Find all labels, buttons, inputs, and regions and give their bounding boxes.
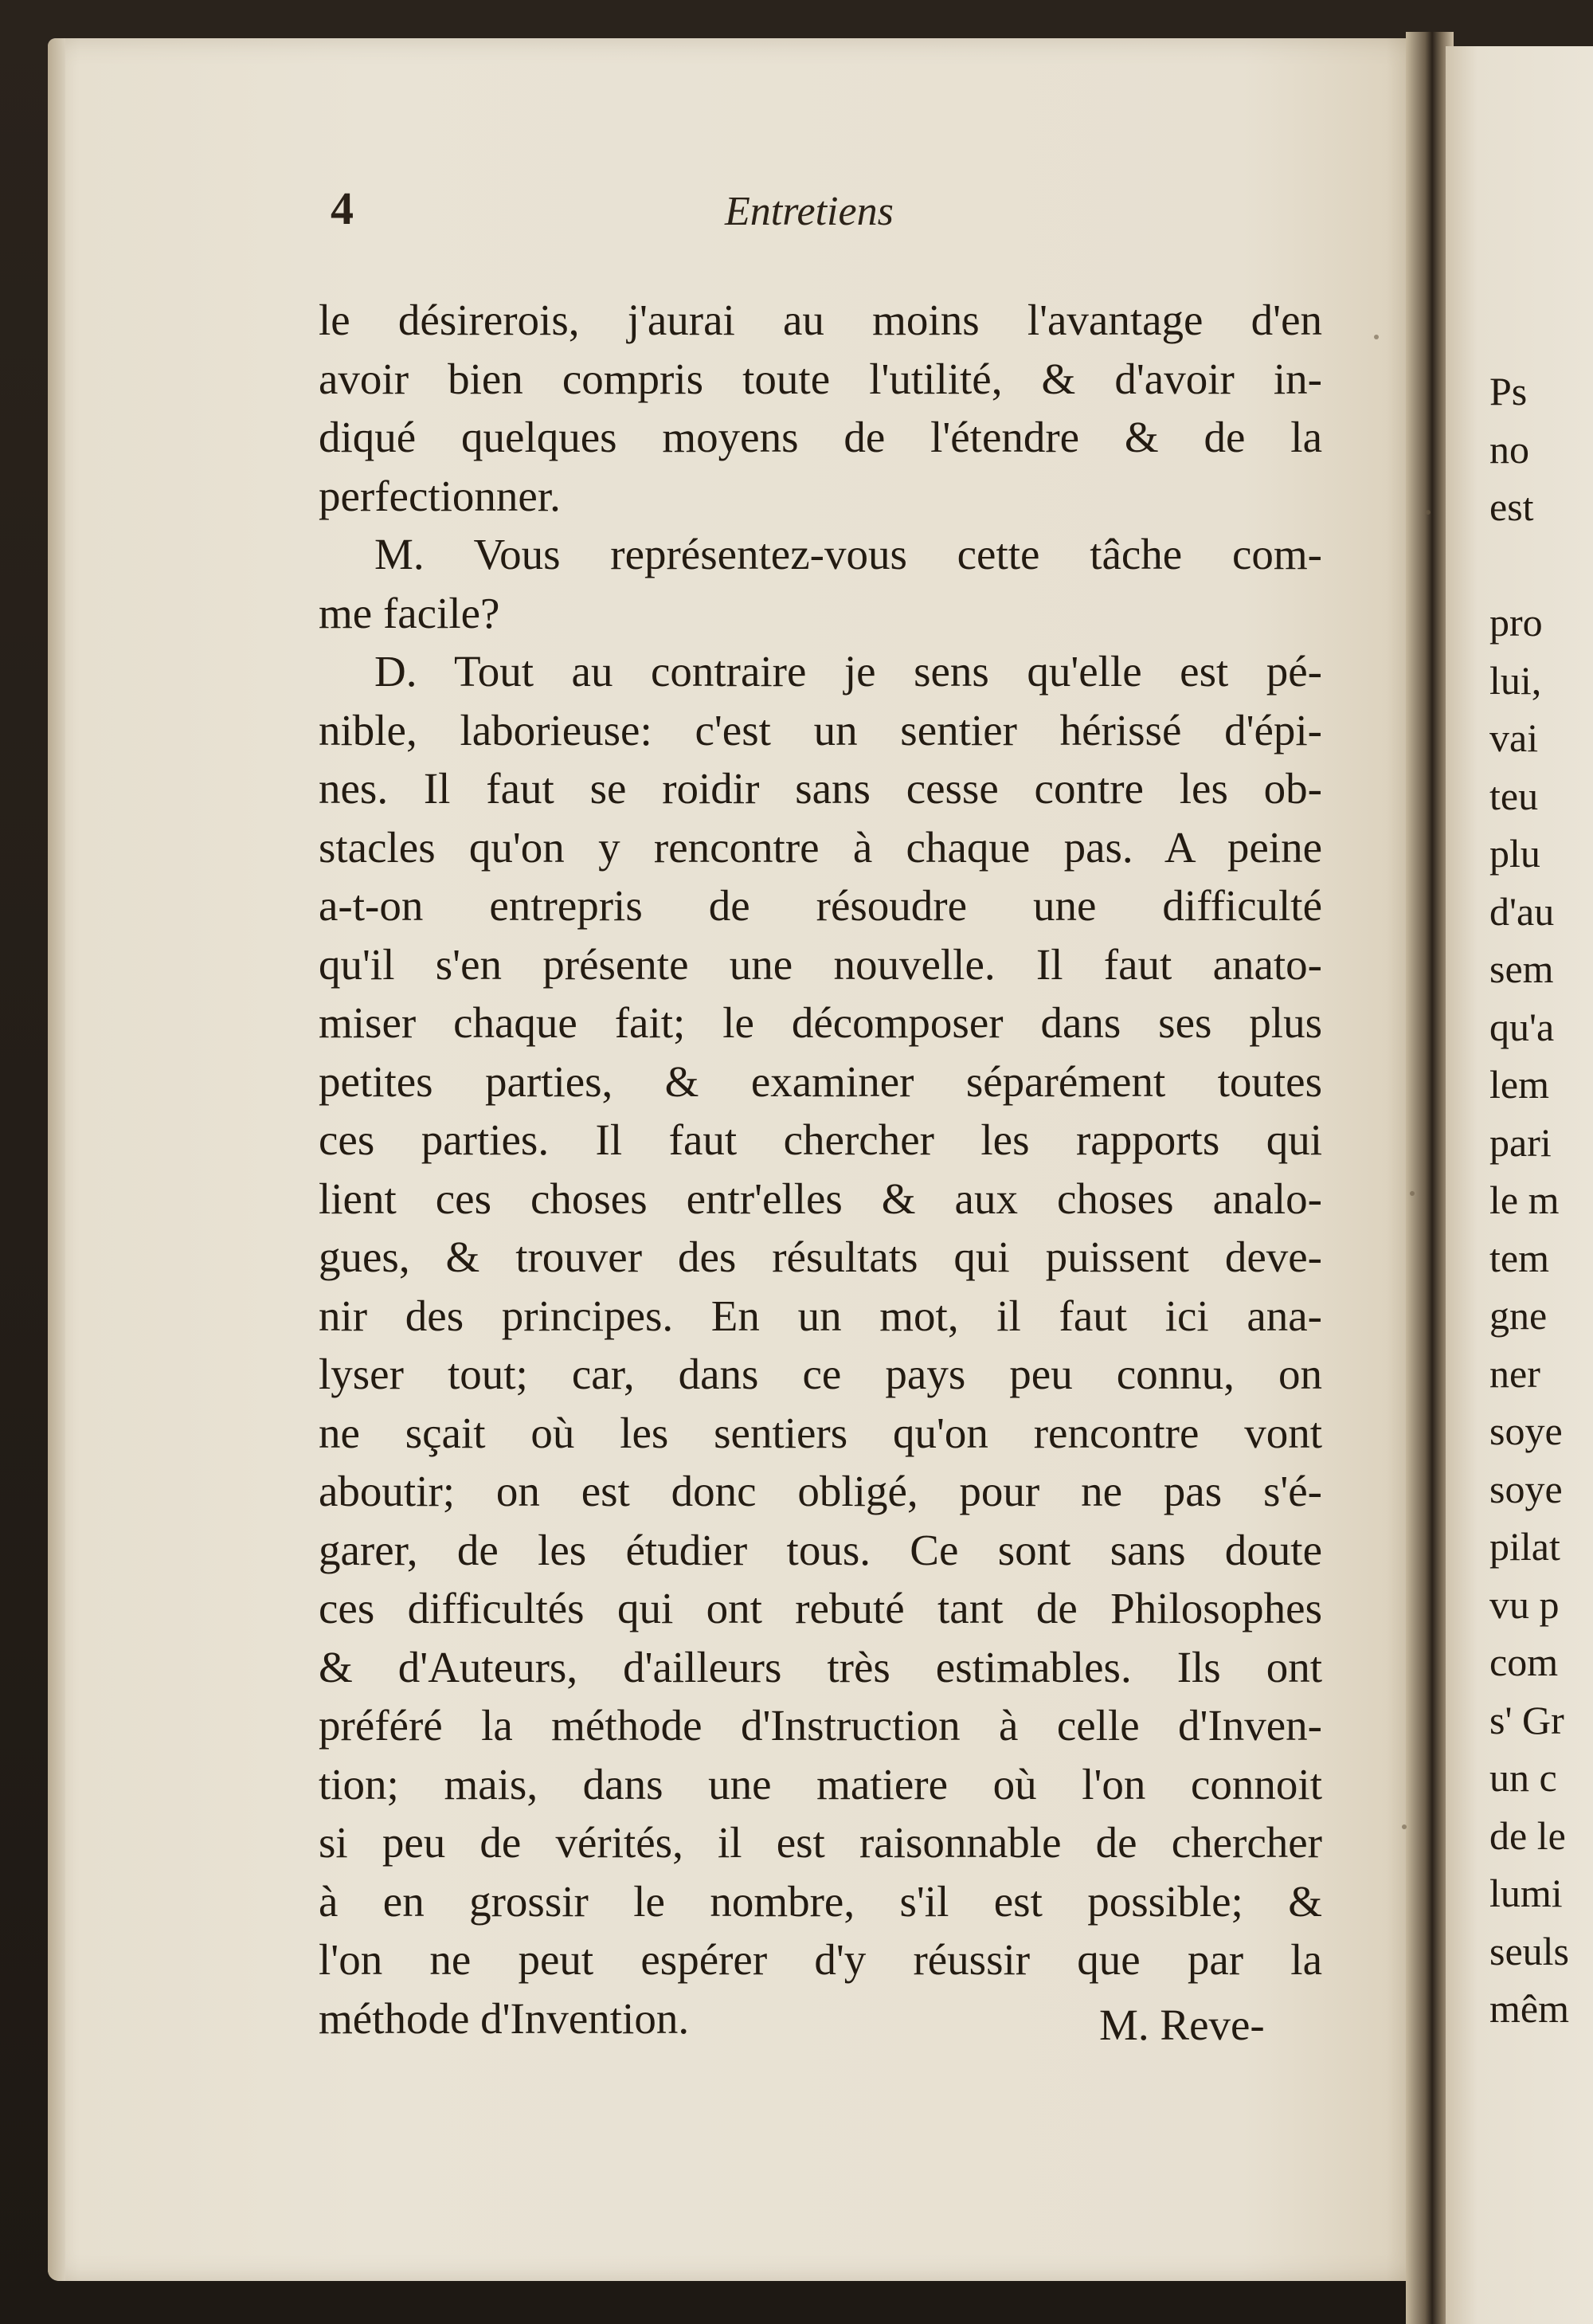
- fragment-line: com: [1489, 1640, 1559, 1684]
- fragment-line: mêm: [1489, 1986, 1569, 2031]
- text-line: me facile?: [319, 588, 500, 637]
- text-line: si peu de vérités, il est raisonnable de chercher: [319, 1818, 1322, 1867]
- next-page-fragments: [1489, 363, 1593, 2038]
- text-line: gues, & trouver des résultats qui puissent deve-: [319, 1233, 1322, 1281]
- paper-speck: [1374, 335, 1379, 339]
- fragment-line: pro: [1489, 600, 1543, 645]
- fragment-line: sem: [1489, 946, 1554, 991]
- text-line: nible, laborieuse: c'est un sentier hérissé d'épi-: [319, 705, 1322, 754]
- text-line: préféré la méthode d'Instruction à celle d'Inven-: [319, 1701, 1322, 1750]
- page-number: 4: [331, 182, 354, 234]
- text-line: stacles qu'on y rencontre à chaque pas. A peine: [319, 822, 1322, 872]
- text-line: nes. Il faut se roidir sans cesse contre les ob-: [319, 764, 1322, 813]
- text-line: le désirerois, j'aurai au moins l'avantage d'en: [319, 296, 1322, 344]
- fragment-line: lumi: [1489, 1871, 1563, 1915]
- fragment-line: gne: [1489, 1293, 1548, 1338]
- text-line: lient ces choses entr'elles & aux choses analo-: [319, 1174, 1322, 1223]
- text-line: ces difficultés qui ont rebuté tant de Philosophes: [319, 1584, 1322, 1632]
- fragment-line: plu: [1489, 831, 1540, 876]
- fragment-line: tem: [1489, 1235, 1549, 1280]
- fragment-line: d'au: [1489, 888, 1555, 934]
- text-line: l'on ne peut espérer d'y réussir que par la: [319, 1935, 1322, 1984]
- paper-speck: [1402, 1824, 1407, 1829]
- text-line: tion; mais, dans une matiere où l'on connoit: [319, 1759, 1322, 1809]
- fragment-line: lui,: [1489, 657, 1542, 703]
- fragment-line: Ps: [1489, 369, 1528, 413]
- body-text: [319, 291, 1322, 2048]
- left-page-edge: [48, 38, 65, 2281]
- catchword: M. Reve-: [1099, 2001, 1265, 2049]
- fragment-line: seuls: [1489, 1928, 1569, 1973]
- text-line: a-t-on entrepris de résoudre une difficulté: [319, 881, 1322, 930]
- fragment-line: lem: [1489, 1062, 1549, 1107]
- text-line: M. Vous représentez-vous cette tâche com-: [374, 530, 1322, 578]
- fragment-line: s' Gr: [1489, 1697, 1564, 1742]
- text-line: lyser tout; car, dans ce pays peu connu, on: [319, 1350, 1322, 1398]
- fragment-line: un c: [1489, 1755, 1557, 1800]
- text-line: avoir bien compris toute l'utilité, & d'avoir in-: [319, 354, 1322, 403]
- fragment-line: ner: [1489, 1350, 1540, 1396]
- text-line: ne sçait où les sentiers qu'on rencontre vont: [319, 1408, 1322, 1457]
- text-line: miser chaque fait; le décomposer dans ses plus: [319, 998, 1322, 1047]
- text-line: petites parties, & examiner séparément toutes: [319, 1056, 1322, 1106]
- text-line: perfectionner.: [319, 471, 561, 520]
- fragment-line: est: [1489, 484, 1534, 529]
- fragment-line: le m: [1489, 1178, 1560, 1222]
- text-line: D. Tout au contraire je sens qu'elle est pé-: [374, 647, 1322, 696]
- text-line: & d'Auteurs, d'ailleurs très estimables. Ils ont: [319, 1642, 1322, 1691]
- text-line: méthode d'Invention.: [319, 1993, 690, 2043]
- text-line: aboutir; on est donc obligé, pour ne pas s'é-: [319, 1467, 1322, 1515]
- running-head: [315, 182, 1318, 237]
- fragment-line: teu: [1489, 773, 1539, 818]
- fragment-line: soye: [1489, 1466, 1563, 1511]
- text-line: nir des principes. En un mot, il faut ici ana-: [319, 1291, 1322, 1340]
- fragment-line: pilat: [1489, 1524, 1560, 1569]
- text-line: ces parties. Il faut chercher les rapports qui: [319, 1115, 1322, 1164]
- fragment-line: vai: [1489, 715, 1539, 760]
- fragment-line: [1489, 536, 1593, 594]
- fragment-line: qu'a: [1489, 1004, 1555, 1049]
- fragment-line: soye: [1489, 1409, 1563, 1453]
- text-line: à en grossir le nombre, s'il est possible; &: [319, 1876, 1322, 1926]
- running-title: Entretiens: [725, 189, 894, 234]
- fragment-line: de le: [1489, 1813, 1566, 1858]
- paper-speck: [1426, 510, 1431, 515]
- paper-speck: [1410, 1191, 1415, 1196]
- text-line: garer, de les étudier tous. Ce sont sans doute: [319, 1525, 1322, 1574]
- fragment-line: no: [1489, 426, 1529, 472]
- text-line: qu'il s'en présente une nouvelle. Il faut anato-: [319, 939, 1322, 989]
- text-line: diqué quelques moyens de l'étendre & de la: [319, 413, 1322, 461]
- fragment-line: vu p: [1489, 1581, 1560, 1627]
- fragment-line: pari: [1489, 1119, 1552, 1165]
